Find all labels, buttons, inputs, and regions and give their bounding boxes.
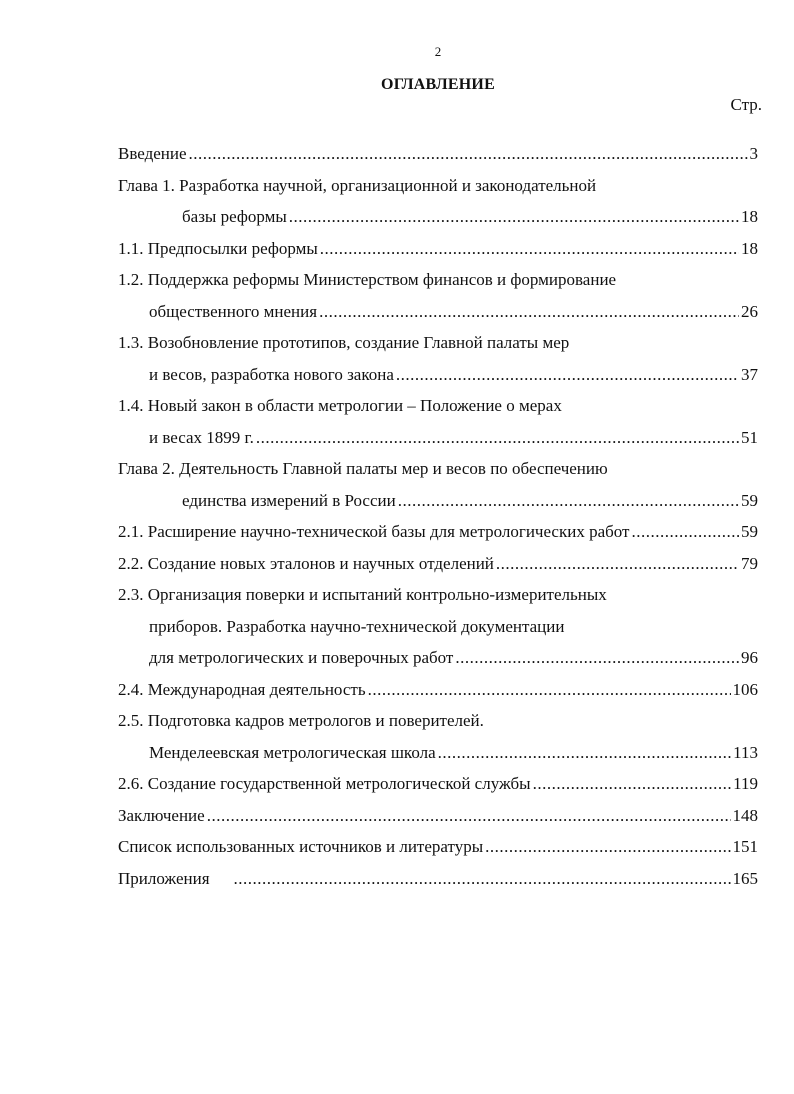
toc-entry-text: и весов, разработка нового закона xyxy=(149,364,394,384)
toc-entry-2-1 xyxy=(118,516,758,548)
toc-entry-page: 59 xyxy=(741,490,758,510)
toc-entry-text: общественного мнения xyxy=(149,301,318,321)
toc-entry-2-6 xyxy=(118,768,758,800)
toc-entry-2-3-cont xyxy=(118,611,758,643)
toc-entry-text: 1.3. Возобновление прототипов, создание Главной палаты мер xyxy=(118,333,570,352)
toc-entry-text: и весах 1899 г. xyxy=(149,427,254,447)
toc-entry-2-3-cont-2 xyxy=(118,642,758,674)
page-column-label: Стр. xyxy=(730,95,762,114)
dot-leader xyxy=(289,201,739,233)
toc-entry-page: 59 xyxy=(741,522,758,541)
dot-leader xyxy=(496,548,739,580)
dot-leader xyxy=(207,800,731,832)
dot-leader xyxy=(368,674,731,706)
toc-entry-text: 2.1. Расширение научно-технической базы для метрологических работ xyxy=(118,522,630,541)
toc-entry-1-4 xyxy=(118,390,758,422)
toc-entry-references xyxy=(118,831,758,863)
toc-entry-page: 18 xyxy=(741,207,758,226)
dot-leader xyxy=(319,296,739,328)
dot-leader xyxy=(533,768,732,800)
toc-entry-chapter-1 xyxy=(118,170,758,202)
toc-entry-2-2 xyxy=(118,548,758,580)
dot-leader xyxy=(485,831,730,863)
toc-entry-text: 2.3. Организация поверки и испытаний контрольно-измерительных xyxy=(118,585,607,604)
toc-entry-text: Глава 2. Деятельность Главной палаты мер и весов по обеспечению xyxy=(118,459,608,478)
toc-entry-page: 151 xyxy=(732,837,758,856)
toc-entry-page: 148 xyxy=(732,805,758,825)
page-title: ОГЛАВЛЕНИЕ xyxy=(381,76,495,93)
toc-entry-page: 96 xyxy=(741,648,758,667)
toc-entry-page: 106 xyxy=(732,679,758,699)
dot-leader xyxy=(256,422,739,454)
toc-entry-text: для метрологических и поверочных работ xyxy=(149,648,454,667)
toc-entry-page: 119 xyxy=(733,774,758,793)
toc-entry-2-4 xyxy=(118,674,758,706)
toc-entry-1-4-cont xyxy=(118,422,758,454)
toc-entry-page: 18 xyxy=(741,238,758,258)
toc-entry-2-5 xyxy=(118,705,758,737)
toc-entry-text: приборов. Разработка научно-технической документации xyxy=(149,616,565,636)
toc-entry-text: базы реформы xyxy=(182,207,287,226)
toc-entry-1-1 xyxy=(118,233,758,265)
dot-leader xyxy=(396,359,739,391)
dot-leader xyxy=(234,863,731,895)
toc-entry-text: Менделеевская метрологическая школа xyxy=(149,742,436,762)
toc-entry-text: 2.6. Создание государственной метрологической службы xyxy=(118,774,531,793)
toc-entry-text: Введение xyxy=(118,144,187,163)
toc-entry-page: 26 xyxy=(741,301,758,321)
dot-leader xyxy=(189,138,748,170)
dot-leader xyxy=(320,233,739,265)
toc-entry-page: 51 xyxy=(741,427,758,447)
toc-entry-chapter-1-cont xyxy=(118,201,758,233)
toc-entry-1-3-cont xyxy=(118,359,758,391)
toc-entry-1-2 xyxy=(118,264,758,296)
dot-leader xyxy=(455,642,739,674)
toc-entry-page: 79 xyxy=(741,553,758,573)
toc-entry-text: Заключение xyxy=(118,805,205,825)
toc-entry-text: Глава 1. Разработка научной, организационной и законодательной xyxy=(118,175,597,195)
toc-entry-text: Список использованных источников и литературы xyxy=(118,837,484,856)
toc-entry-1-2-cont xyxy=(118,296,758,328)
toc-entry-introduction xyxy=(118,138,758,170)
toc-entry-text: 2.4. Международная деятельность xyxy=(118,679,366,699)
toc-entry-text: 2.5. Подготовка кадров метрологов и поверителей. xyxy=(118,711,484,730)
toc-entry-text: Приложения xyxy=(118,868,210,888)
dot-leader xyxy=(438,737,731,769)
toc-entry-text: 1.4. Новый закон в области метрологии – Положение о мерах xyxy=(118,396,562,415)
toc-entry-appendices xyxy=(118,863,758,895)
toc-entry-text: 1.1. Предпосылки реформы xyxy=(118,238,318,258)
page-number: 2 xyxy=(434,44,442,59)
table-of-contents xyxy=(118,138,758,894)
toc-entry-text: 1.2. Поддержка реформы Министерством финансов и формирование xyxy=(118,270,617,289)
toc-entry-2-3 xyxy=(118,579,758,611)
toc-entry-text: единства измерений в России xyxy=(182,490,396,510)
toc-entry-1-3 xyxy=(118,327,758,359)
toc-entry-chapter-2 xyxy=(118,453,758,485)
dot-leader xyxy=(398,485,739,517)
toc-entry-page: 3 xyxy=(749,144,758,163)
toc-entry-text: 2.2. Создание новых эталонов и научных отделений xyxy=(118,553,494,573)
toc-entry-chapter-2-cont xyxy=(118,485,758,517)
toc-entry-page: 165 xyxy=(732,868,758,888)
toc-entry-conclusion xyxy=(118,800,758,832)
toc-entry-page: 113 xyxy=(733,742,758,762)
toc-entry-2-5-cont xyxy=(118,737,758,769)
toc-entry-page: 37 xyxy=(741,364,758,384)
dot-leader xyxy=(632,516,740,548)
